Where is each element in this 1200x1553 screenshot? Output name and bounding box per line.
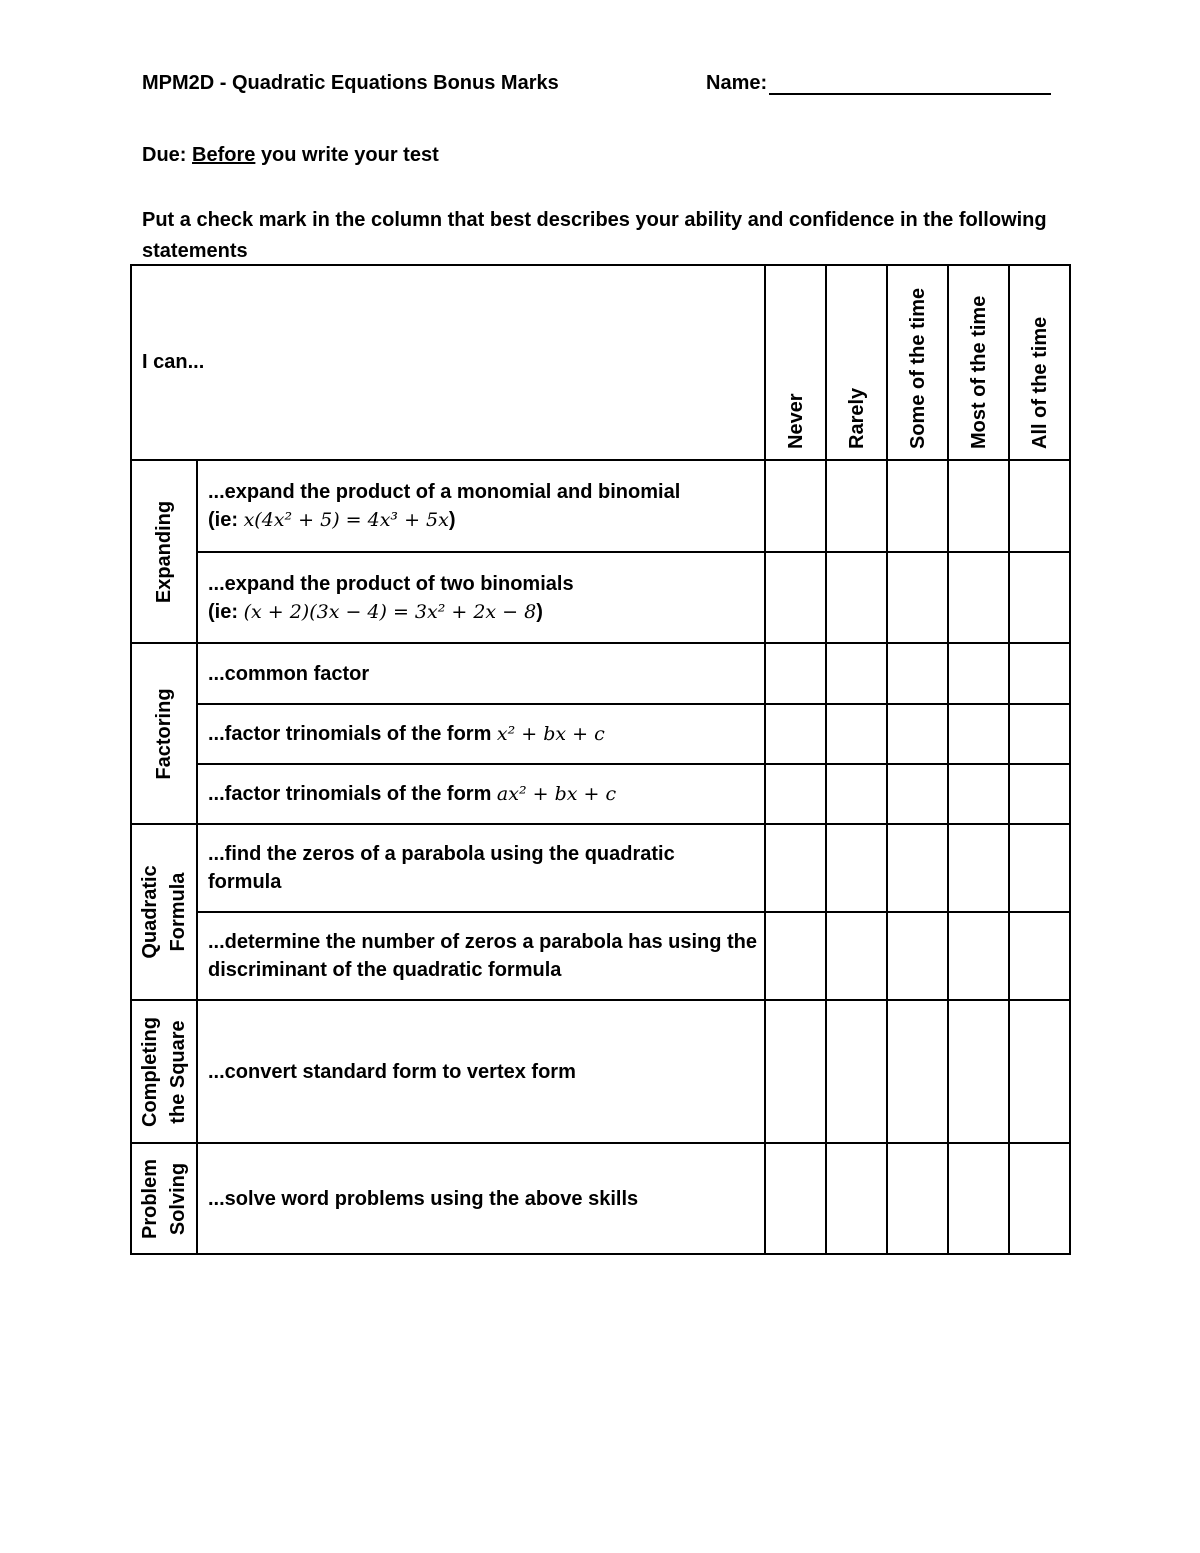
check-cell-never[interactable] bbox=[765, 643, 826, 704]
check-cell-never[interactable] bbox=[765, 1000, 826, 1143]
statement-common-factor: ...common factor bbox=[197, 643, 765, 704]
statement-expand-binomials: ...expand the product of two binomials (ie: (x + 2)(3x − 4) = 3x² + 2x − 8) bbox=[197, 552, 765, 643]
statement-discriminant: ...determine the number of zeros a parabola has using the discriminant of the quadratic formula bbox=[197, 912, 765, 1000]
math-example: (x + 2)(3x − 4) = 3x² + 2x − 8 bbox=[243, 600, 537, 623]
section-quadratic-formula bbox=[131, 824, 197, 1000]
check-cell-never[interactable] bbox=[765, 764, 826, 824]
col-most-of-the-time bbox=[948, 265, 1009, 460]
due-label: Due: bbox=[142, 144, 187, 166]
check-cell-most[interactable] bbox=[948, 552, 1009, 643]
check-cell-some[interactable] bbox=[887, 1000, 948, 1143]
check-cell-some[interactable] bbox=[887, 704, 948, 764]
section-label: Expanding bbox=[153, 500, 175, 603]
check-cell-some[interactable] bbox=[887, 460, 948, 552]
check-cell-all[interactable] bbox=[1009, 704, 1070, 764]
col-rarely-label: Rarely bbox=[845, 387, 868, 449]
check-cell-never[interactable] bbox=[765, 912, 826, 1000]
section-completing-the-square bbox=[131, 1000, 197, 1143]
table-row bbox=[131, 704, 1070, 764]
check-cell-never[interactable] bbox=[765, 1143, 826, 1254]
statement-factor-complex-trinomial: ...factor trinomials of the form ax² + bx + c bbox=[197, 764, 765, 824]
name-label: Name: bbox=[706, 72, 768, 94]
statement-find-zeros: ...find the zeros of a parabola using the quadratic formula bbox=[197, 824, 765, 912]
check-cell-never[interactable] bbox=[765, 460, 826, 552]
math-example: x(4x² + 5) = 4x³ + 5x bbox=[243, 509, 449, 531]
worksheet-title: MPM2D - Quadratic Equations Bonus Marks bbox=[142, 72, 559, 94]
check-cell-rarely[interactable] bbox=[826, 764, 887, 824]
table-row bbox=[131, 552, 1070, 643]
section-label: Factoring bbox=[153, 687, 175, 780]
check-cell-most[interactable] bbox=[948, 912, 1009, 1000]
due-line bbox=[142, 144, 439, 167]
statement-expand-monomial: ...expand the product of a monomial and binomial (ie: x(4x² + 5) = 4x³ + 5x) bbox=[197, 460, 765, 552]
check-cell-rarely[interactable] bbox=[826, 824, 887, 912]
check-cell-some[interactable] bbox=[887, 824, 948, 912]
check-cell-all[interactable] bbox=[1009, 1000, 1070, 1143]
col-all-of-the-time bbox=[1009, 265, 1070, 460]
statement-vertex-form: ...convert standard form to vertex form bbox=[197, 1000, 765, 1143]
check-cell-all[interactable] bbox=[1009, 552, 1070, 643]
name-field[interactable] bbox=[706, 72, 1051, 95]
check-cell-rarely[interactable] bbox=[826, 1000, 887, 1143]
col-rarely bbox=[826, 265, 887, 460]
check-cell-all[interactable] bbox=[1009, 460, 1070, 552]
check-cell-most[interactable] bbox=[948, 460, 1009, 552]
check-cell-most[interactable] bbox=[948, 704, 1009, 764]
check-cell-rarely[interactable] bbox=[826, 704, 887, 764]
due-emphasis: Before bbox=[192, 144, 256, 166]
statement-word-problems: ...solve word problems using the above skills bbox=[197, 1143, 765, 1254]
check-cell-most[interactable] bbox=[948, 764, 1009, 824]
instructions: Put a check mark in the column that best describes your ability and confidence in the following statements bbox=[142, 209, 1047, 262]
table-row bbox=[131, 1143, 1070, 1254]
check-cell-rarely[interactable] bbox=[826, 552, 887, 643]
check-cell-most[interactable] bbox=[948, 1143, 1009, 1254]
col-all-label: All of the time bbox=[1028, 316, 1051, 449]
check-cell-rarely[interactable] bbox=[826, 643, 887, 704]
col-most-label: Most of the time bbox=[967, 295, 990, 449]
due-rest: you write your test bbox=[260, 144, 439, 166]
math-expression: x² + bx + c bbox=[496, 723, 605, 745]
section-expanding bbox=[131, 460, 197, 643]
check-cell-most[interactable] bbox=[948, 824, 1009, 912]
check-cell-some[interactable] bbox=[887, 552, 948, 643]
check-cell-all[interactable] bbox=[1009, 1143, 1070, 1254]
check-cell-most[interactable] bbox=[948, 1000, 1009, 1143]
table-row bbox=[131, 1000, 1070, 1143]
check-cell-never[interactable] bbox=[765, 824, 826, 912]
check-cell-all[interactable] bbox=[1009, 824, 1070, 912]
section-problem-solving bbox=[131, 1143, 197, 1254]
col-some-of-the-time bbox=[887, 265, 948, 460]
header-row bbox=[131, 265, 1070, 460]
ican-header: I can... bbox=[131, 265, 765, 460]
table-row bbox=[131, 643, 1070, 704]
col-never-label: Never bbox=[784, 393, 807, 449]
name-blank-line[interactable] bbox=[769, 73, 1051, 95]
section-label-line2: Solving bbox=[167, 1162, 189, 1235]
table-row bbox=[131, 824, 1070, 912]
section-label-line1: Problem bbox=[139, 1158, 161, 1239]
check-cell-rarely[interactable] bbox=[826, 460, 887, 552]
section-label-line1: Completing bbox=[139, 1016, 161, 1127]
table-row bbox=[131, 912, 1070, 1000]
col-some-label: Some of the time bbox=[906, 287, 929, 449]
check-cell-some[interactable] bbox=[887, 764, 948, 824]
check-cell-all[interactable] bbox=[1009, 764, 1070, 824]
check-cell-all[interactable] bbox=[1009, 912, 1070, 1000]
check-cell-never[interactable] bbox=[765, 552, 826, 643]
check-cell-never[interactable] bbox=[765, 704, 826, 764]
check-cell-some[interactable] bbox=[887, 1143, 948, 1254]
section-label-line1: Quadratic bbox=[139, 865, 161, 959]
table-row bbox=[131, 764, 1070, 824]
section-label-line2: Formula bbox=[167, 872, 189, 952]
math-expression: ax² + bx + c bbox=[496, 783, 617, 805]
section-factoring bbox=[131, 643, 197, 824]
section-label-line2: the Square bbox=[167, 1019, 189, 1124]
statement-factor-simple-trinomial: ...factor trinomials of the form x² + bx + c bbox=[197, 704, 765, 764]
check-cell-some[interactable] bbox=[887, 643, 948, 704]
check-cell-rarely[interactable] bbox=[826, 912, 887, 1000]
self-assessment-table bbox=[130, 264, 1071, 1255]
check-cell-rarely[interactable] bbox=[826, 1143, 887, 1254]
check-cell-all[interactable] bbox=[1009, 643, 1070, 704]
col-never bbox=[765, 265, 826, 460]
table-row bbox=[131, 460, 1070, 552]
check-cell-some[interactable] bbox=[887, 912, 948, 1000]
check-cell-most[interactable] bbox=[948, 643, 1009, 704]
